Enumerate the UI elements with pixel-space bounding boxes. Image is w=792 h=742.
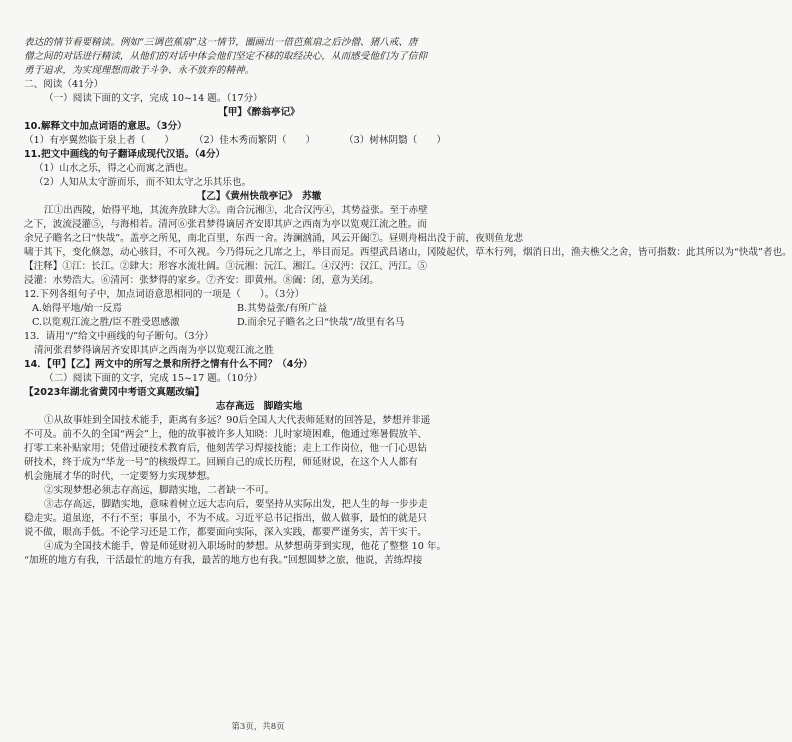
- notes-line-1: 【注释】①江：长江。②肆大：形容水流壮阔。③沅湘：沅江、湘江。④汉沔：汉江、沔江。⑤: [24, 261, 427, 272]
- q10-option-3: （3）树林阴翳（ ）: [344, 135, 447, 146]
- q14-stem: 14．【甲】【乙】两文中的所写之景和所抒之情有什么不同？（4分）: [24, 359, 313, 370]
- q10-option-2: （2）佳木秀而繁阴（ ）: [194, 135, 316, 146]
- passage-yi-title: 【乙】《黄州快哉亭记》 苏辙: [196, 191, 322, 202]
- passage-line-2: 之下，波流浸灌⑤，与海相若。清河⑥张君梦得谪居齐安即其庐之西南为亭以览观江流之胜。而: [24, 219, 427, 230]
- passage-line-3: 余兄子瞻名之曰“快哉”。盖亭之所见，南北百里，东西一舍。涛澜汹涌，风云开阖⑦。昼则舟楫出没于前，夜则鱼龙悲: [24, 233, 524, 244]
- q12-option-d: D.而余兄子瞻名之曰“快哉”/故里有名马: [237, 317, 405, 328]
- essay-line-5: 机会施展才华的时代，一定要努力实现梦想。: [24, 471, 216, 482]
- essay-line-3: 打零工来补贴家用；凭借过硬技术教育后，他刻苦学习焊接技能；走上工作岗位，他一门心思钻: [24, 443, 427, 454]
- essay-line-10: ④成为全国技术能手，曾是师延财初入职场时的梦想。从梦想萌芽到实现，他花了整整 10 年。: [44, 541, 447, 552]
- essay-line-2: 不可及。前不久的全国“两会”上，他的故事被许多人知晓：儿时家境困难，他通过寒暑假放羊、: [24, 429, 428, 440]
- essay-line-7: ③志存高远，脚踏实地，意味着树立远大志向后，要坚持从实际出发，把人生的每一步步走: [44, 499, 428, 510]
- passage-line-1: 江①出西陵，始得平地，其流奔放肆大②。南合沅湘③，北合汉沔④，其势益张。至于赤壁: [44, 205, 428, 216]
- source-note: 【2023年湖北省黄冈中考语文真题改编】: [24, 387, 205, 398]
- q10-option-1: （1）有亭翼然临于泉上者（ ）: [24, 135, 175, 146]
- q12-stem: 12.下列各组句子中，加点词语意思相同的一项是（ ）。（3分）: [24, 289, 305, 300]
- q12-options-row-1: [24, 302, 494, 316]
- passage-line-4: 啸于其下，变化倏忽，动心骇目，不可久视。今乃得玩之几席之上，举目而足。西望武昌诸山，冈陵起伏，草木行列，烟消日出，渔夫樵父之舍，皆可指数：此其所以为“快哉”者也。: [24, 247, 792, 258]
- intro-line-1: 表达的情节看要精读。例如“三调芭蕉扇”这一情节，圈画出一借芭蕉扇之后沙僧、猪八戒、唐: [24, 37, 418, 48]
- notes-line-2: 浸灌：水势浩大。⑥清河：张梦得的家乡。⑦齐安：即黄州。⑧阖：闭，意为关闭。: [24, 275, 379, 286]
- q12-options-row-2: [24, 316, 494, 330]
- q13-text: 清河张君梦得谪居齐安即其庐之西南为亭以览观江流之胜: [34, 345, 274, 356]
- q12-option-b: B.其势益张/有所广益: [237, 303, 328, 314]
- passage-jia-title: 【甲】《醉翁亭记》: [218, 107, 300, 118]
- q11-sentence-1: （1）山水之乐，得之心而寓之酒也。: [34, 163, 194, 174]
- q13-stem: 13．请用“/”给文中画线的句子断句。（3分）: [24, 331, 214, 342]
- essay-line-4: 研技术，终于成为“华龙一号”的核级焊工。回顾自己的成长历程，师延财说，在这个人人都有: [24, 457, 418, 468]
- intro-line-2: 僧之间的对话进行精读，从他们的对话中体会他们坚定不移的取经决心，从而感受他们为了信仰: [24, 51, 427, 62]
- intro-line-3: 勇于追求，为实现理想而敢于斗争、永不放弃的精神。: [24, 65, 255, 76]
- essay-line-8: 稳走实。道虽迩，不行不至；事虽小，不为不成。习近平总书记指出，做人做事，最怕的就是只: [24, 513, 427, 524]
- q12-option-a: A.始得平地/始一反焉: [32, 303, 122, 314]
- essay-line-6: ②实现梦想必须志存高远，脚踏实地，二者缺一不可。: [44, 485, 275, 496]
- q10-options: [24, 134, 494, 148]
- essay-line-1: ①从故事娃到全国技术能手，距离有多远？90后全国人大代表师延财的回答是，梦想并非遥: [44, 415, 431, 426]
- part2-instruction: （二）阅读下面的文字，完成 15~17 题。（10分）: [44, 373, 263, 384]
- essay-line-9: 说不做，眼高手低。不论学习还是工作，都要面向实际，深入实践，都要严谨务实，苦干实干。: [24, 527, 427, 538]
- essay-title: 志存高远 脚踏实地: [215, 401, 303, 412]
- part1-instruction: （一）阅读下面的文字，完成 10~14 题。（17分）: [44, 93, 263, 104]
- q11-sentence-2: （2）人知从太守游而乐，而不知太守之乐其乐也。: [34, 177, 252, 188]
- page-number: 第3页，共8页: [231, 722, 285, 732]
- q12-option-c: C.以览观江流之胜/臣不胜受恩感激: [32, 317, 180, 328]
- q11-stem: 11.把文中画线的句子翻译成现代汉语。（4分）: [24, 149, 226, 160]
- q10-stem: 10.解释文中加点词语的意思。（3分）: [24, 121, 187, 132]
- essay-line-11: “加班的地方有我，干活最忙的地方有我，最苦的地方也有我。”回想圆梦之旅，他说，苦练焊接: [24, 555, 423, 566]
- section-heading: 二、阅读（41分）: [24, 79, 104, 90]
